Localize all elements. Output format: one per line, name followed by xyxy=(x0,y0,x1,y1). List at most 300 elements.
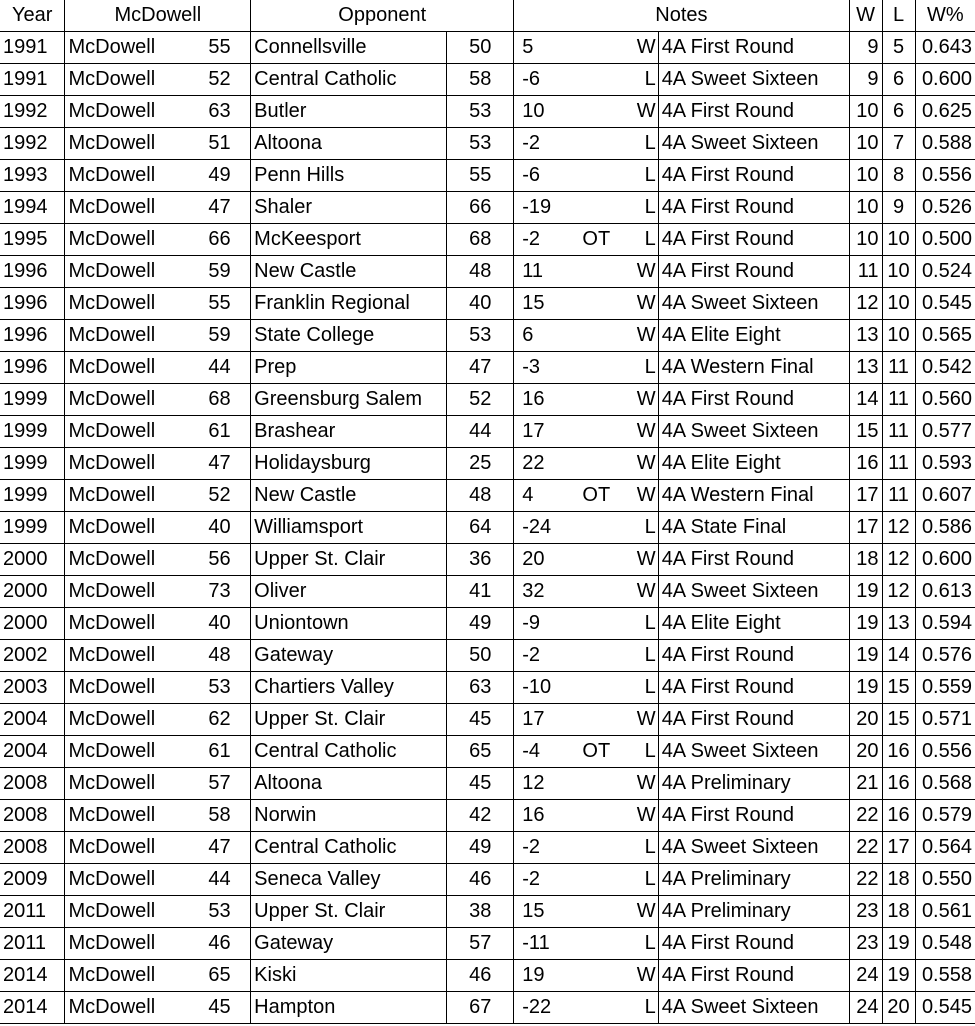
cell-opponent: Gateway xyxy=(251,928,447,960)
table-row xyxy=(0,608,975,640)
table-row xyxy=(0,96,975,128)
cell-team-points: 61 xyxy=(189,736,251,768)
cell-losses: 14 xyxy=(882,640,915,672)
cell-losses: 20 xyxy=(882,992,915,1024)
cell-opponent-points: 38 xyxy=(447,896,514,928)
cell-margin: -2 xyxy=(522,644,541,666)
cell-result: W xyxy=(622,480,658,512)
cell-margin: 6 xyxy=(522,324,534,346)
table-row xyxy=(0,864,975,896)
cell-losses: 5 xyxy=(882,32,915,64)
cell-opponent-points: 55 xyxy=(447,160,514,192)
cell-overtime xyxy=(571,32,623,64)
cell-round: 4A Elite Eight xyxy=(658,448,849,480)
cell-result: W xyxy=(622,576,658,608)
cell-result: W xyxy=(622,96,658,128)
cell-losses: 16 xyxy=(882,736,915,768)
cell-team: McDowell xyxy=(68,548,156,570)
cell-wins: 13 xyxy=(849,320,882,352)
cell-team: McDowell xyxy=(68,356,156,378)
cell-margin: -3 xyxy=(522,356,541,378)
cell-round: 4A Sweet Sixteen xyxy=(658,736,849,768)
table-row xyxy=(0,480,975,512)
cell-round: 4A First Round xyxy=(658,224,849,256)
cell-round: 4A First Round xyxy=(658,32,849,64)
cell-opponent: Central Catholic xyxy=(251,64,447,96)
cell-wins: 19 xyxy=(849,576,882,608)
table-row xyxy=(0,160,975,192)
cell-losses: 16 xyxy=(882,800,915,832)
table-row xyxy=(0,64,975,96)
cell-wins: 10 xyxy=(849,160,882,192)
cell-opponent: Seneca Valley xyxy=(251,864,447,896)
cell-win-pct: 0.559 xyxy=(921,676,972,698)
cell-wins: 10 xyxy=(849,128,882,160)
cell-margin: -4 xyxy=(522,740,541,762)
cell-team: McDowell xyxy=(68,452,156,474)
cell-team-points: 52 xyxy=(189,64,251,96)
cell-win-pct: 0.579 xyxy=(921,804,972,826)
cell-year: 1994 xyxy=(0,192,65,224)
cell-year: 1999 xyxy=(0,512,65,544)
cell-opponent: New Castle xyxy=(251,480,447,512)
cell-losses: 10 xyxy=(882,320,915,352)
cell-result: W xyxy=(622,448,658,480)
cell-wins: 20 xyxy=(849,736,882,768)
table-row xyxy=(0,960,975,992)
cell-round: 4A Sweet Sixteen xyxy=(658,992,849,1024)
cell-round: 4A Elite Eight xyxy=(658,320,849,352)
cell-team-points: 65 xyxy=(189,960,251,992)
cell-year: 1995 xyxy=(0,224,65,256)
cell-opponent-points: 45 xyxy=(447,768,514,800)
cell-team: McDowell xyxy=(68,676,156,698)
cell-wins: 22 xyxy=(849,800,882,832)
table-row xyxy=(0,736,975,768)
cell-win-pct: 0.594 xyxy=(921,612,972,634)
cell-losses: 15 xyxy=(882,672,915,704)
cell-result: W xyxy=(622,384,658,416)
cell-result: W xyxy=(622,256,658,288)
cell-overtime: OT xyxy=(582,484,611,506)
cell-team: McDowell xyxy=(68,708,156,730)
cell-opponent: Chartiers Valley xyxy=(251,672,447,704)
cell-wins: 19 xyxy=(849,640,882,672)
cell-margin: -6 xyxy=(522,68,541,90)
cell-win-pct: 0.600 xyxy=(921,548,972,570)
header-team: McDowell xyxy=(65,0,251,32)
cell-round: 4A Preliminary xyxy=(658,768,849,800)
cell-result: W xyxy=(622,32,658,64)
cell-wins: 23 xyxy=(849,928,882,960)
cell-wins: 15 xyxy=(849,416,882,448)
cell-wins: 12 xyxy=(849,288,882,320)
cell-team: McDowell xyxy=(68,100,156,122)
cell-year: 1991 xyxy=(0,32,65,64)
cell-win-pct: 0.545 xyxy=(921,292,972,314)
cell-result: L xyxy=(622,832,658,864)
cell-team: McDowell xyxy=(68,932,156,954)
cell-round: 4A First Round xyxy=(658,960,849,992)
cell-round: 4A First Round xyxy=(658,192,849,224)
cell-team: McDowell xyxy=(68,964,156,986)
cell-win-pct: 0.613 xyxy=(921,580,972,602)
cell-team-points: 66 xyxy=(189,224,251,256)
cell-win-pct: 0.577 xyxy=(921,420,972,442)
cell-wins: 22 xyxy=(849,832,882,864)
cell-margin: -22 xyxy=(522,996,552,1018)
cell-result: W xyxy=(622,768,658,800)
cell-win-pct: 0.564 xyxy=(921,836,972,858)
cell-team-points: 48 xyxy=(189,640,251,672)
cell-overtime xyxy=(571,96,623,128)
cell-losses: 8 xyxy=(882,160,915,192)
cell-losses: 6 xyxy=(882,96,915,128)
cell-win-pct: 0.556 xyxy=(921,740,972,762)
cell-team: McDowell xyxy=(68,260,156,282)
cell-win-pct: 0.545 xyxy=(921,996,972,1018)
cell-win-pct: 0.548 xyxy=(921,932,972,954)
cell-opponent-points: 46 xyxy=(447,960,514,992)
table-row xyxy=(0,32,975,64)
cell-win-pct: 0.576 xyxy=(921,644,972,666)
cell-overtime xyxy=(571,672,623,704)
cell-opponent: Uniontown xyxy=(251,608,447,640)
cell-team-points: 58 xyxy=(189,800,251,832)
cell-opponent-points: 68 xyxy=(447,224,514,256)
cell-margin: 15 xyxy=(522,900,545,922)
cell-win-pct: 0.500 xyxy=(921,228,972,250)
cell-overtime xyxy=(571,704,623,736)
cell-opponent-points: 48 xyxy=(447,480,514,512)
cell-losses: 19 xyxy=(882,928,915,960)
cell-team: McDowell xyxy=(68,420,156,442)
cell-year: 2000 xyxy=(0,576,65,608)
cell-result: L xyxy=(622,224,658,256)
cell-wins: 23 xyxy=(849,896,882,928)
cell-round: 4A Sweet Sixteen xyxy=(658,416,849,448)
cell-team: McDowell xyxy=(68,292,156,314)
cell-opponent-points: 46 xyxy=(447,864,514,896)
cell-result: W xyxy=(622,544,658,576)
cell-year: 1999 xyxy=(0,384,65,416)
cell-year: 2000 xyxy=(0,608,65,640)
cell-team: McDowell xyxy=(68,740,156,762)
cell-opponent: Norwin xyxy=(251,800,447,832)
cell-opponent: State College xyxy=(251,320,447,352)
cell-overtime xyxy=(571,512,623,544)
cell-opponent: Upper St. Clair xyxy=(251,704,447,736)
cell-result: L xyxy=(622,64,658,96)
cell-wins: 22 xyxy=(849,864,882,896)
cell-team: McDowell xyxy=(68,228,156,250)
cell-wins: 24 xyxy=(849,992,882,1024)
cell-team-points: 59 xyxy=(189,256,251,288)
cell-wins: 11 xyxy=(849,256,882,288)
cell-margin: 22 xyxy=(522,452,545,474)
cell-team: McDowell xyxy=(68,36,156,58)
cell-win-pct: 0.550 xyxy=(921,868,972,890)
cell-overtime xyxy=(571,640,623,672)
cell-overtime xyxy=(571,960,623,992)
header-year: Year xyxy=(0,0,65,32)
cell-opponent-points: 47 xyxy=(447,352,514,384)
cell-opponent-points: 53 xyxy=(447,96,514,128)
cell-year: 1999 xyxy=(0,480,65,512)
cell-opponent-points: 36 xyxy=(447,544,514,576)
header-w: W xyxy=(849,0,882,32)
table-row xyxy=(0,448,975,480)
cell-team-points: 61 xyxy=(189,416,251,448)
cell-opponent: New Castle xyxy=(251,256,447,288)
cell-opponent-points: 41 xyxy=(447,576,514,608)
cell-year: 1992 xyxy=(0,128,65,160)
cell-opponent-points: 67 xyxy=(447,992,514,1024)
cell-team-points: 57 xyxy=(189,768,251,800)
cell-losses: 17 xyxy=(882,832,915,864)
cell-team-points: 45 xyxy=(189,992,251,1024)
cell-margin: 20 xyxy=(522,548,545,570)
cell-round: 4A Sweet Sixteen xyxy=(658,288,849,320)
cell-team: McDowell xyxy=(68,868,156,890)
cell-margin: -9 xyxy=(522,612,541,634)
cell-team: McDowell xyxy=(68,324,156,346)
cell-opponent: Connellsville xyxy=(251,32,447,64)
cell-opponent-points: 58 xyxy=(447,64,514,96)
cell-overtime xyxy=(571,128,623,160)
cell-opponent: Penn Hills xyxy=(251,160,447,192)
cell-overtime xyxy=(571,864,623,896)
cell-round: 4A Sweet Sixteen xyxy=(658,832,849,864)
cell-round: 4A First Round xyxy=(658,96,849,128)
cell-margin: 16 xyxy=(522,804,545,826)
cell-win-pct: 0.558 xyxy=(921,964,972,986)
cell-year: 2003 xyxy=(0,672,65,704)
cell-team-points: 55 xyxy=(189,288,251,320)
table-row xyxy=(0,512,975,544)
cell-team: McDowell xyxy=(68,484,156,506)
cell-opponent-points: 52 xyxy=(447,384,514,416)
cell-result: L xyxy=(622,928,658,960)
cell-losses: 6 xyxy=(882,64,915,96)
cell-result: L xyxy=(622,864,658,896)
cell-win-pct: 0.571 xyxy=(921,708,972,730)
cell-wins: 19 xyxy=(849,672,882,704)
cell-round: 4A First Round xyxy=(658,640,849,672)
cell-team-points: 44 xyxy=(189,352,251,384)
cell-team-points: 47 xyxy=(189,832,251,864)
cell-wins: 13 xyxy=(849,352,882,384)
cell-year: 1996 xyxy=(0,352,65,384)
cell-opponent: Williamsport xyxy=(251,512,447,544)
cell-opponent: Prep xyxy=(251,352,447,384)
cell-year: 2002 xyxy=(0,640,65,672)
cell-team-points: 52 xyxy=(189,480,251,512)
cell-team-points: 59 xyxy=(189,320,251,352)
table-row xyxy=(0,544,975,576)
cell-wins: 21 xyxy=(849,768,882,800)
cell-year: 1996 xyxy=(0,256,65,288)
table-row xyxy=(0,576,975,608)
table-row xyxy=(0,672,975,704)
cell-losses: 12 xyxy=(882,512,915,544)
cell-result: W xyxy=(622,800,658,832)
cell-losses: 16 xyxy=(882,768,915,800)
cell-losses: 7 xyxy=(882,128,915,160)
cell-round: 4A Preliminary xyxy=(658,896,849,928)
table-row xyxy=(0,896,975,928)
cell-opponent: Hampton xyxy=(251,992,447,1024)
cell-win-pct: 0.600 xyxy=(921,68,972,90)
cell-result: L xyxy=(622,512,658,544)
cell-opponent: Kiski xyxy=(251,960,447,992)
cell-opponent-points: 50 xyxy=(447,640,514,672)
cell-opponent-points: 50 xyxy=(447,32,514,64)
cell-team-points: 68 xyxy=(189,384,251,416)
table-row xyxy=(0,928,975,960)
cell-opponent-points: 57 xyxy=(447,928,514,960)
cell-overtime xyxy=(571,64,623,96)
cell-opponent-points: 65 xyxy=(447,736,514,768)
cell-opponent-points: 53 xyxy=(447,128,514,160)
cell-wins: 14 xyxy=(849,384,882,416)
cell-opponent: Oliver xyxy=(251,576,447,608)
cell-overtime xyxy=(571,576,623,608)
cell-opponent: Holidaysburg xyxy=(251,448,447,480)
cell-win-pct: 0.586 xyxy=(921,516,972,538)
cell-overtime xyxy=(571,192,623,224)
cell-margin: -11 xyxy=(522,932,550,954)
cell-overtime xyxy=(571,288,623,320)
cell-year: 2008 xyxy=(0,832,65,864)
cell-wins: 16 xyxy=(849,448,882,480)
cell-losses: 11 xyxy=(882,384,915,416)
cell-win-pct: 0.607 xyxy=(921,484,972,506)
cell-margin: 5 xyxy=(522,36,534,58)
cell-result: L xyxy=(622,992,658,1024)
cell-team-points: 46 xyxy=(189,928,251,960)
cell-win-pct: 0.560 xyxy=(921,388,972,410)
cell-team: McDowell xyxy=(68,612,156,634)
cell-opponent-points: 40 xyxy=(447,288,514,320)
cell-team-points: 47 xyxy=(189,448,251,480)
cell-opponent: Shaler xyxy=(251,192,447,224)
cell-round: 4A First Round xyxy=(658,544,849,576)
cell-overtime xyxy=(571,448,623,480)
cell-win-pct: 0.643 xyxy=(921,36,972,58)
cell-year: 1993 xyxy=(0,160,65,192)
cell-year: 1999 xyxy=(0,416,65,448)
cell-round: 4A First Round xyxy=(658,928,849,960)
cell-result: L xyxy=(622,160,658,192)
table-row xyxy=(0,288,975,320)
cell-wins: 10 xyxy=(849,192,882,224)
table-row xyxy=(0,992,975,1024)
cell-year: 1992 xyxy=(0,96,65,128)
cell-team-points: 49 xyxy=(189,160,251,192)
cell-opponent-points: 66 xyxy=(447,192,514,224)
cell-wins: 24 xyxy=(849,960,882,992)
cell-team-points: 56 xyxy=(189,544,251,576)
cell-opponent: Greensburg Salem xyxy=(251,384,447,416)
cell-margin: -19 xyxy=(522,196,552,218)
table-row xyxy=(0,128,975,160)
cell-result: L xyxy=(622,192,658,224)
cell-opponent: Gateway xyxy=(251,640,447,672)
cell-margin: 15 xyxy=(522,292,545,314)
cell-win-pct: 0.565 xyxy=(921,324,972,346)
cell-overtime xyxy=(571,832,623,864)
cell-losses: 12 xyxy=(882,544,915,576)
cell-losses: 10 xyxy=(882,288,915,320)
cell-result: W xyxy=(622,896,658,928)
cell-team-points: 40 xyxy=(189,608,251,640)
cell-losses: 19 xyxy=(882,960,915,992)
cell-losses: 10 xyxy=(882,256,915,288)
cell-overtime xyxy=(571,768,623,800)
table-row xyxy=(0,320,975,352)
cell-margin: -2 xyxy=(522,132,541,154)
cell-round: 4A Sweet Sixteen xyxy=(658,64,849,96)
cell-losses: 18 xyxy=(882,864,915,896)
cell-overtime: OT xyxy=(582,228,611,250)
cell-opponent-points: 49 xyxy=(447,832,514,864)
cell-win-pct: 0.593 xyxy=(921,452,972,474)
cell-result: L xyxy=(622,128,658,160)
cell-round: 4A Sweet Sixteen xyxy=(658,128,849,160)
cell-round: 4A First Round xyxy=(658,384,849,416)
cell-result: W xyxy=(622,704,658,736)
cell-round: 4A First Round xyxy=(658,256,849,288)
cell-year: 2004 xyxy=(0,736,65,768)
cell-opponent: Upper St. Clair xyxy=(251,896,447,928)
cell-losses: 11 xyxy=(882,480,915,512)
cell-margin: 19 xyxy=(522,964,545,986)
table-body xyxy=(0,32,975,1024)
cell-win-pct: 0.542 xyxy=(921,356,972,378)
cell-result: W xyxy=(622,416,658,448)
cell-margin: -24 xyxy=(522,516,552,538)
cell-overtime: OT xyxy=(582,740,611,762)
cell-year: 2008 xyxy=(0,800,65,832)
cell-overtime xyxy=(571,384,623,416)
cell-team: McDowell xyxy=(68,772,156,794)
cell-win-pct: 0.625 xyxy=(921,100,972,122)
cell-win-pct: 0.524 xyxy=(921,260,972,282)
cell-margin: 4 xyxy=(522,484,534,506)
cell-wins: 17 xyxy=(849,480,882,512)
cell-year: 1999 xyxy=(0,448,65,480)
cell-overtime xyxy=(571,416,623,448)
header-row xyxy=(0,0,975,32)
header-wpct: W% xyxy=(915,0,975,32)
cell-year: 2014 xyxy=(0,992,65,1024)
cell-losses: 9 xyxy=(882,192,915,224)
table-row xyxy=(0,832,975,864)
cell-team-points: 63 xyxy=(189,96,251,128)
header-opponent: Opponent xyxy=(251,0,514,32)
cell-team: McDowell xyxy=(68,900,156,922)
cell-overtime xyxy=(571,992,623,1024)
header-notes: Notes xyxy=(514,0,849,32)
cell-wins: 19 xyxy=(849,608,882,640)
cell-wins: 9 xyxy=(849,32,882,64)
cell-team: McDowell xyxy=(68,516,156,538)
cell-team-points: 51 xyxy=(189,128,251,160)
cell-overtime xyxy=(571,352,623,384)
cell-opponent-points: 63 xyxy=(447,672,514,704)
cell-wins: 17 xyxy=(849,512,882,544)
